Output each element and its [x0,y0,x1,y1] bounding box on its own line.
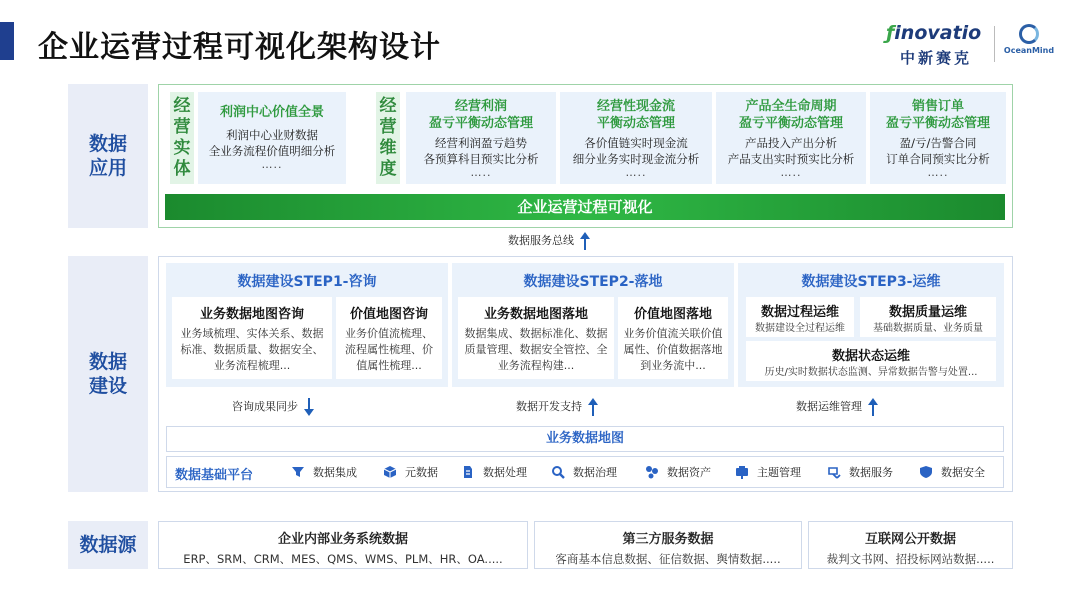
page-title: 企业运营过程可视化架构设计 [38,30,441,65]
layer-label-application-text: 数据 应用 [88,133,127,179]
sub-card-title: 数据质量运维 [888,305,967,320]
shield-icon [919,465,933,479]
platform-item [919,464,985,480]
layer-label-application [68,84,148,228]
dimension-card [406,92,556,184]
step2-sub-card [618,297,728,379]
platform-item [461,464,527,480]
platform-item-label: 主题管理 [757,466,801,479]
source-card-desc: 裁判文书网、招投标网站数据..... [826,552,995,566]
step3-sub-card [860,297,996,337]
dimension-card-subtitle: 盈亏平衡动态管理 [428,116,533,131]
step3-sub-card [746,341,996,381]
sub-card-desc: 数据集成、数据标准化、数据质量管理、数据安全管控、全业务流程构建... [464,327,608,372]
dimension-card-line: 订单合同预实比分析 [886,152,990,166]
dimension-card-dots: ….. [780,166,802,179]
logo-cn-text: 中新赛克 [900,49,973,67]
process-icon [461,465,475,479]
dimension-card-title: 销售订单 [911,99,964,114]
step2-card [452,263,734,387]
layer-label-source-text: 数据源 [79,534,137,556]
platform-item [827,464,893,480]
dimension-card-line: 经营利润盈亏趋势 [435,136,527,150]
step3-card [738,263,1004,387]
consult-sync-label: 咨询成果同步 [232,400,298,413]
source-card-desc: ERP、SRM、CRM、MES、QMS、WMS、PLM、HR、OA..... [183,552,503,566]
dimension-card-dots: ….. [470,166,492,179]
ops-management [796,398,878,416]
logo-divider [994,26,995,62]
dimension-card-title: 产品全生命周期 [745,99,837,114]
dimension-card-title: 经营利润 [454,99,507,114]
dimension-card-line: 细分业务实时现金流分析 [572,152,700,166]
step2-sub-card [458,297,614,379]
dimension-card-line: 产品投入产出分析 [745,136,837,150]
source-card-title: 互联网公开数据 [864,532,956,547]
service-icon [827,465,841,479]
dimension-card [716,92,866,184]
dev-support [516,398,598,416]
step3-sub-card [746,297,854,337]
cube-icon [383,465,397,479]
sub-card-desc: 业务价值流关联价值属性、价值数据落地到业务流中... [623,327,723,372]
dimension-card-subtitle: 盈亏平衡动态管理 [885,116,990,131]
sub-card-desc: 数据建设全过程运维 [755,323,845,334]
step1-sub-card [336,297,442,379]
sub-card-title: 价值地图落地 [633,307,712,322]
platform-item [383,464,438,480]
sub-card-title: 数据过程运维 [760,305,839,320]
sub-card-desc: 基础数据质量、业务质量 [873,323,983,334]
dimension-card-line: 盈/亏/告警合同 [899,136,977,150]
arrow-up-icon [868,398,878,416]
topic-icon [735,465,749,479]
source-card [808,521,1013,569]
business-data-map-bar: 业务数据地图 [166,426,1004,452]
dimension-card-title: 经营性现金流 [596,99,675,114]
platform-item [291,464,357,480]
entity-card-title: 利润中心价值全景 [219,105,324,120]
source-card-title: 第三方服务数据 [622,532,714,547]
sub-card-title: 业务数据地图落地 [483,307,588,322]
entity-card [198,92,346,184]
sub-card-desc: 业务域梳理、实体关系、数据标准、数据质量、数据安全、业务流程梳理... [180,327,324,372]
data-platform-row [166,456,1004,488]
data-service-bus-label: 数据服务总线 [508,234,574,247]
dimension-card-subtitle: 盈亏平衡动态管理 [738,116,843,131]
oceanmind-mark-icon [1019,24,1039,44]
dimension-card-dots: ….. [927,166,949,179]
oceanmind-logo [1003,24,1055,64]
source-card-desc: 客商基本信息数据、征信数据、舆情数据..... [555,552,781,566]
platform-item [735,464,801,480]
dimension-card-line: 各预算科目预实比分析 [423,152,539,166]
dimension-card-dots: ….. [625,166,647,179]
step2-title: 数据建设STEP2-落地 [523,274,663,290]
consult-sync [232,398,314,416]
dimension-vertical-label: 经 营 维 度 [376,92,400,184]
dimension-card-line: 各价值链实时现金流 [584,136,688,150]
asset-icon [645,465,659,479]
platform-item-label: 数据服务 [849,466,893,479]
platform-item-label: 数据治理 [573,466,617,479]
platform-item-label: 数据资产 [667,466,711,479]
sub-card-title: 业务数据地图咨询 [199,307,304,322]
sub-card-title: 数据状态运维 [831,349,910,364]
layer-label-source [68,521,148,569]
dimension-card-line: 产品支出实时预实比分析 [727,152,855,166]
platform-item-label: 数据处理 [483,466,527,479]
step1-card [166,263,448,387]
magnifier-icon [551,465,565,479]
visualization-banner: 企业运营过程可视化 [165,194,1005,220]
sub-card-desc: 业务价值流梳理、流程属性梳理、价值属性梳理... [345,327,433,372]
sub-card-desc: 历史/实时数据状态监测、异常数据告警与处置... [764,367,978,378]
platform-item-label: 数据集成 [313,466,357,479]
source-card-title: 企业内部业务系统数据 [277,532,408,547]
source-card [534,521,802,569]
entity-vertical-label: 经 营 实 体 [170,92,194,184]
platform-item [551,464,617,480]
step3-title: 数据建设STEP3-运维 [801,274,941,290]
entity-card-line: 利润中心业财数据 [226,128,318,142]
arrow-up-icon [580,232,590,250]
step1-title: 数据建设STEP1-咨询 [237,274,377,290]
source-card [158,521,528,569]
platform-item-label: 元数据 [405,466,438,479]
layer-label-build [68,256,148,492]
oceanmind-text: OceanMind [1003,46,1055,55]
entity-card-line: 全业务流程价值明细分析 [208,144,336,158]
dimension-card [870,92,1006,184]
ops-management-label: 数据运维管理 [796,400,862,413]
platform-item [645,464,711,480]
data-service-bus [508,232,590,250]
entity-card-dots: ….. [261,158,283,171]
title-accent-bar [0,22,14,60]
platform-label: 数据基础平台 [175,468,254,483]
sub-card-title: 价值地图咨询 [349,307,428,322]
arrow-up-icon [588,398,598,416]
inovatio-logo: ƒinovatio 中新赛克 [886,22,982,67]
logo-en-text: inovatio [894,22,982,44]
dev-support-label: 数据开发支持 [516,400,582,413]
funnel-icon [291,465,305,479]
platform-item-label: 数据安全 [941,466,985,479]
dimension-card [560,92,712,184]
step1-sub-card [172,297,332,379]
arrow-down-icon [304,398,314,416]
dimension-card-subtitle: 平衡动态管理 [596,116,675,131]
layer-label-build-text: 数据 建设 [88,351,127,397]
